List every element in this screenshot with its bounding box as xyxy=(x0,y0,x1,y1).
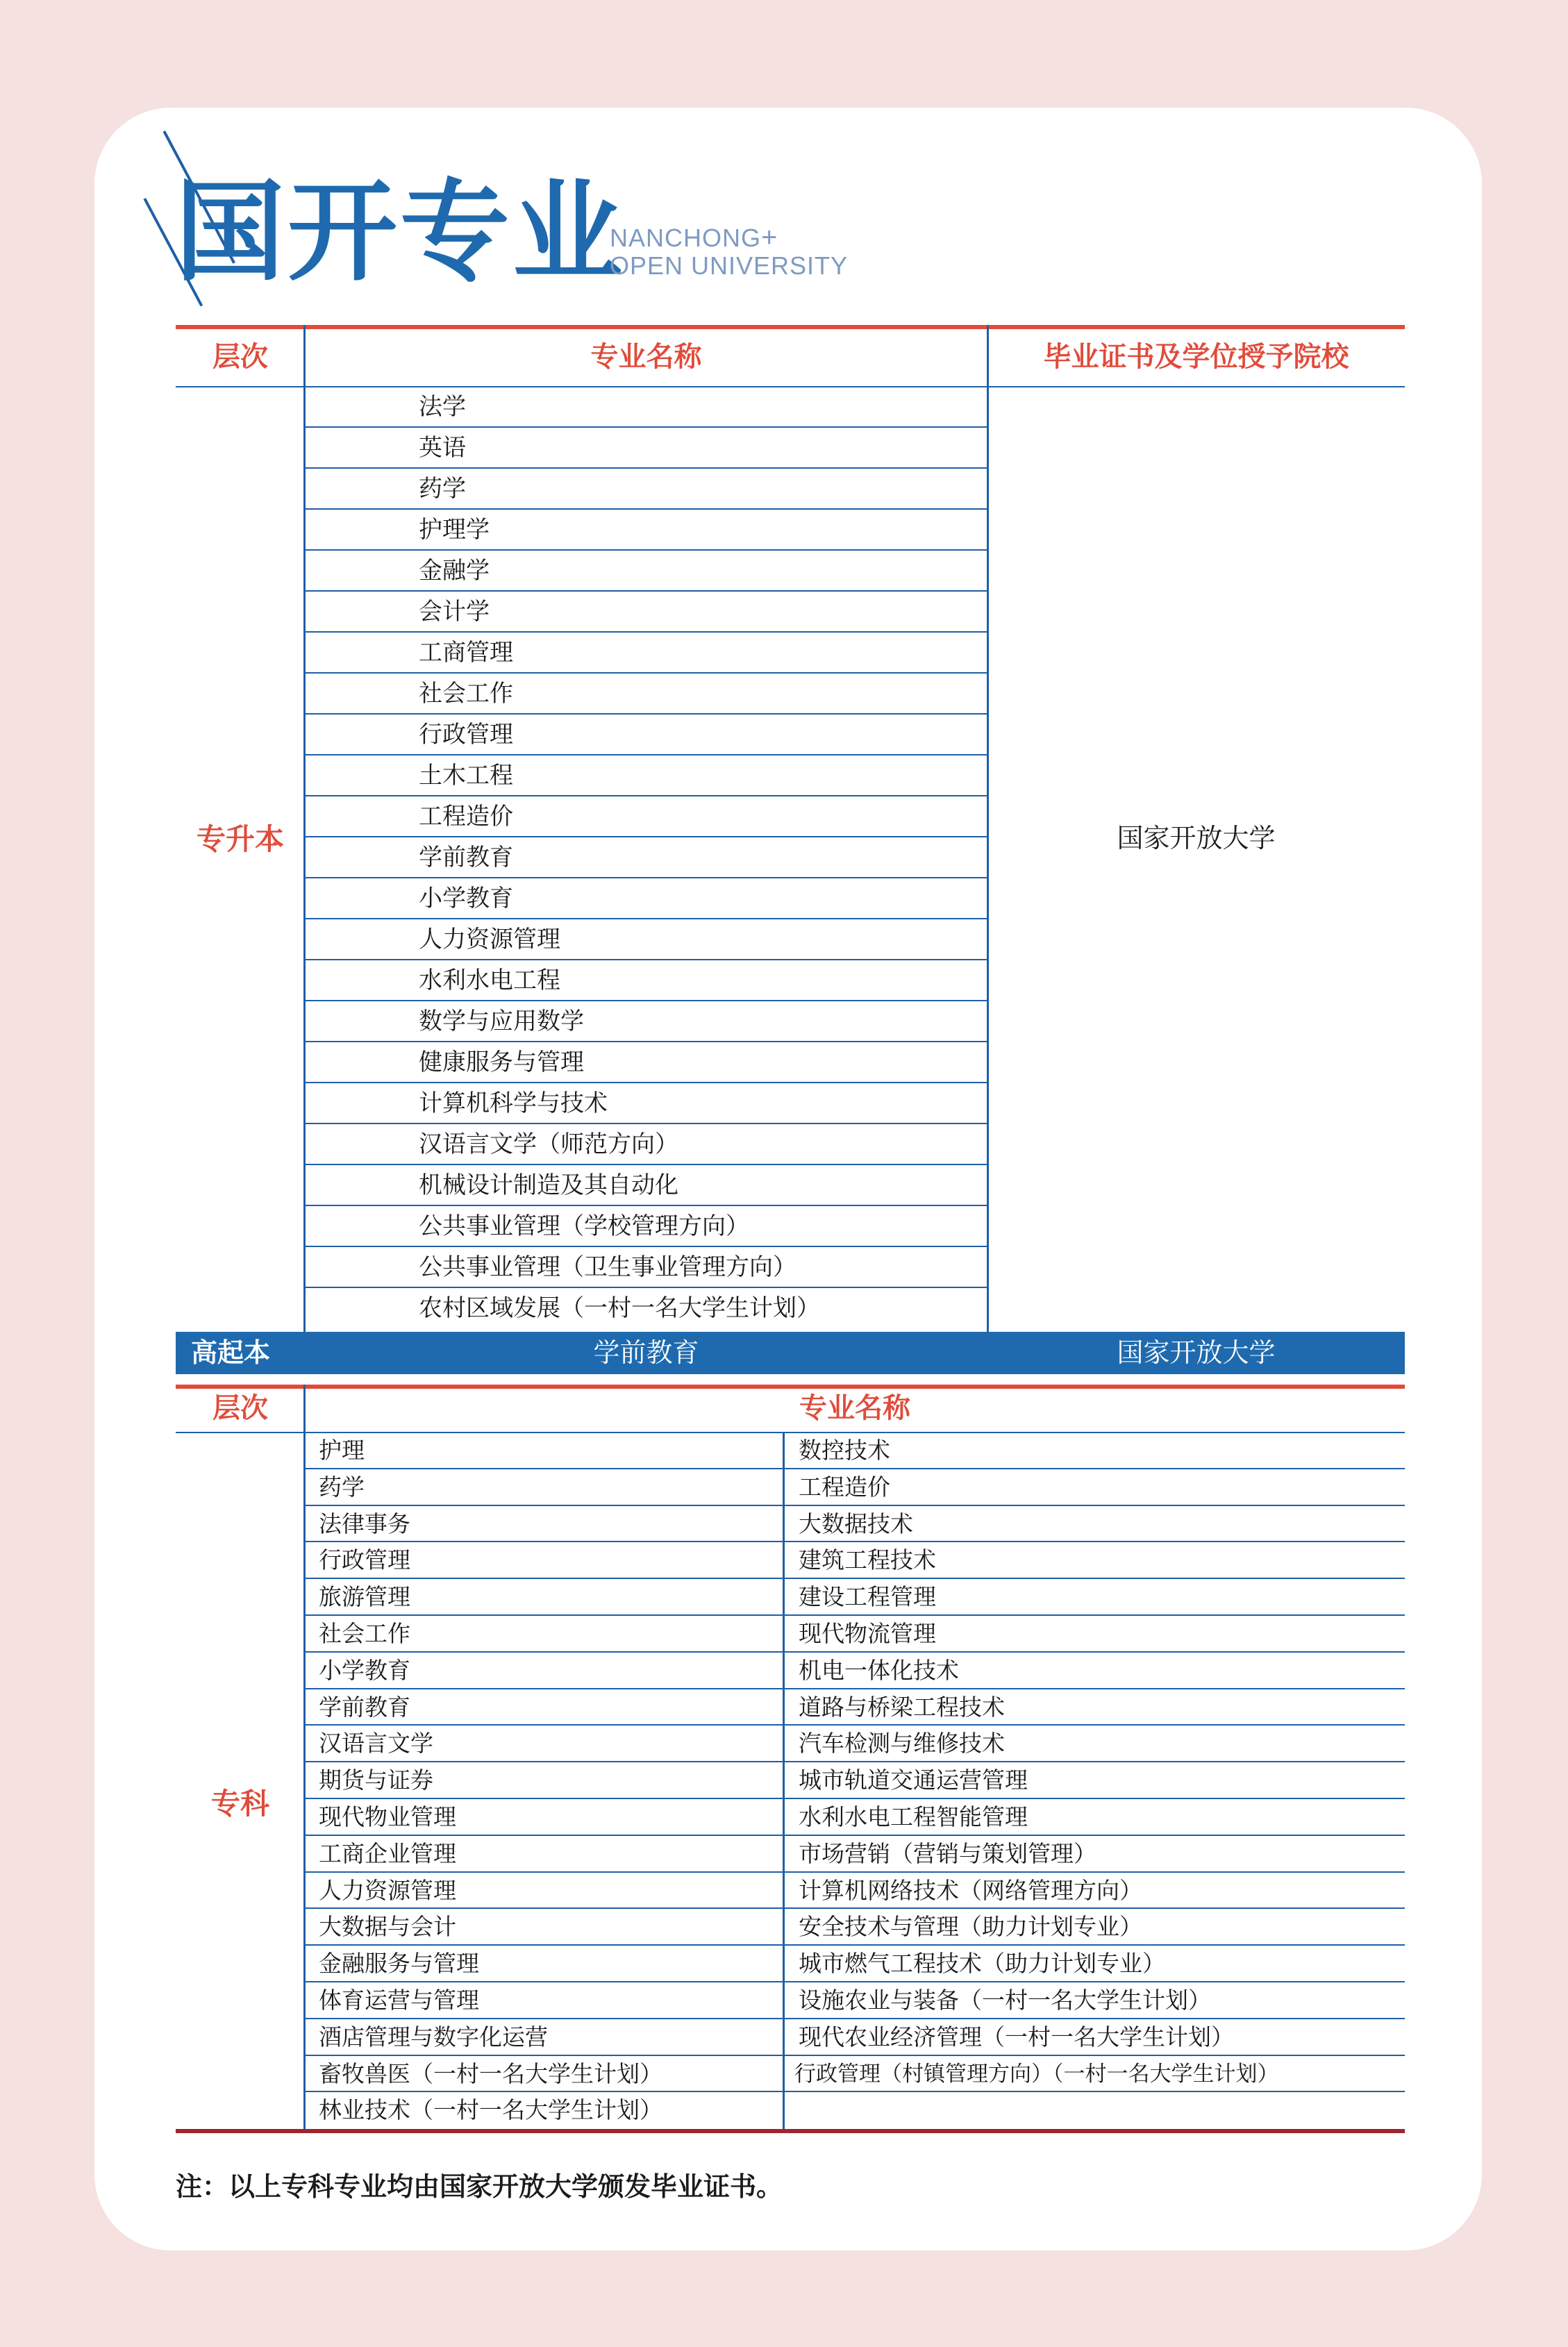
list-item: 小学教育 xyxy=(305,1653,783,1689)
list-item: 水利水电工程 xyxy=(305,960,987,1001)
list-item: 机械设计制造及其自动化 xyxy=(305,1165,987,1206)
list-item: 行政管理 xyxy=(305,1542,783,1579)
list-item: 数控技术 xyxy=(785,1433,1405,1469)
list-item: 小学教育 xyxy=(305,878,987,919)
list-item: 建设工程管理 xyxy=(785,1579,1405,1616)
list-item: 农村区域发展（一村一名大学生计划） xyxy=(419,1294,820,1322)
list-item: 英语 xyxy=(305,428,987,469)
list-item: 旅游管理 xyxy=(305,1579,783,1616)
table-bottom-rule xyxy=(176,2129,1405,2133)
list-item: 大数据与会计 xyxy=(305,1909,783,1946)
zsb-major-list xyxy=(305,387,987,1329)
zsb-university: 国家开放大学 xyxy=(1117,823,1276,853)
list-item: 健康服务与管理 xyxy=(305,1042,987,1083)
list-item: 法学 xyxy=(305,387,987,428)
list-item: 市场营销（营销与策划管理） xyxy=(785,1836,1405,1873)
list-item: 工商管理 xyxy=(305,633,987,674)
zk-left-list xyxy=(305,1433,783,2129)
list-item: 工商企业管理 xyxy=(305,1836,783,1873)
subtitle xyxy=(610,224,848,280)
list-item: 土木工程 xyxy=(305,755,987,796)
list-item: 社会工作 xyxy=(305,674,987,715)
level-zhuanke: 专科 xyxy=(210,1787,269,1821)
list-item: 护理学 xyxy=(305,510,987,551)
list-item: 机电一体化技术 xyxy=(785,1653,1405,1689)
header-major: 专业名称 xyxy=(590,341,702,373)
list-item: 工程造价 xyxy=(305,796,987,837)
list-item: 社会工作 xyxy=(305,1616,783,1653)
list-item: 学前教育 xyxy=(305,837,987,878)
subtitle-line1: NANCHONG xyxy=(610,224,762,252)
list-item: 金融学 xyxy=(305,551,987,592)
list-item: 期货与证券 xyxy=(305,1762,783,1799)
list-item: 工程造价 xyxy=(785,1469,1405,1506)
list-item: 体育运营与管理 xyxy=(305,1982,783,2019)
list-item: 现代农业经济管理（一村一名大学生计划） xyxy=(785,2019,1405,2056)
list-item: 汉语言文学（师范方向） xyxy=(305,1124,987,1165)
list-item: 林业技术（一村一名大学生计划） xyxy=(319,2096,662,2124)
list-item: 现代物流管理 xyxy=(785,1616,1405,1653)
list-item: 公共事业管理（卫生事业管理方向） xyxy=(305,1247,987,1288)
list-item: 城市轨道交通运营管理 xyxy=(785,1762,1405,1799)
list-item: 畜牧兽医（一村一名大学生计划） xyxy=(305,2056,783,2093)
list-item: 药学 xyxy=(305,469,987,510)
list-item: 护理 xyxy=(305,1433,783,1469)
list-item: 大数据技术 xyxy=(785,1506,1405,1543)
gaoqiben-row xyxy=(176,1332,1405,1374)
list-item: 法律事务 xyxy=(305,1506,783,1543)
list-item: 行政管理 xyxy=(305,715,987,755)
list-item: 人力资源管理 xyxy=(305,919,987,960)
list-item: 计算机网络技术（网络管理方向） xyxy=(785,1873,1405,1910)
list-item: 公共事业管理（学校管理方向） xyxy=(305,1206,987,1247)
plus-sign: + xyxy=(761,222,778,253)
subtitle-line2: OPEN UNIVERSITY xyxy=(610,251,849,280)
list-item: 汉语言文学 xyxy=(305,1726,783,1762)
list-item: 汽车检测与维修技术 xyxy=(785,1726,1405,1762)
list-item: 现代物业管理 xyxy=(305,1799,783,1836)
header-cert: 毕业证书及学位授予院校 xyxy=(1043,341,1349,373)
list-item: 会计学 xyxy=(305,592,987,633)
level-gaoqiben: 高起本 xyxy=(191,1337,271,1368)
gqb-university: 国家开放大学 xyxy=(1117,1337,1276,1368)
list-item: 安全技术与管理（助力计划专业） xyxy=(785,1909,1405,1946)
header2-major: 专业名称 xyxy=(799,1392,910,1424)
page-title: 国开专业 xyxy=(175,168,625,296)
list-item: 学前教育 xyxy=(305,1689,783,1726)
list-item: 设施农业与装备（一村一名大学生计划） xyxy=(785,1982,1405,2019)
gqb-major: 学前教育 xyxy=(593,1337,699,1368)
footnote: 注：以上专科专业均由国家开放大学颁发毕业证书。 xyxy=(176,2171,783,2202)
list-item: 酒店管理与数字化运营 xyxy=(305,2019,783,2056)
header2-level: 层次 xyxy=(212,1392,268,1424)
list-item: 金融服务与管理 xyxy=(305,1946,783,1982)
list-item: 药学 xyxy=(305,1469,783,1506)
list-item: 建筑工程技术 xyxy=(785,1542,1405,1579)
list-item: 道路与桥梁工程技术 xyxy=(785,1689,1405,1726)
list-item xyxy=(785,2092,1405,2129)
level-zhuanshengben: 专升本 xyxy=(196,822,284,856)
header-level: 层次 xyxy=(212,341,268,373)
zk-right-list xyxy=(785,1433,1405,2129)
list-item: 人力资源管理 xyxy=(305,1873,783,1910)
list-item: 行政管理（村镇管理方向）（一村一名大学生计划） xyxy=(785,2056,1405,2093)
list-item: 城市燃气工程技术（助力计划专业） xyxy=(785,1946,1405,1982)
list-item: 水利水电工程智能管理 xyxy=(785,1799,1405,1836)
list-item: 计算机科学与技术 xyxy=(305,1083,987,1124)
list-item: 数学与应用数学 xyxy=(305,1001,987,1042)
